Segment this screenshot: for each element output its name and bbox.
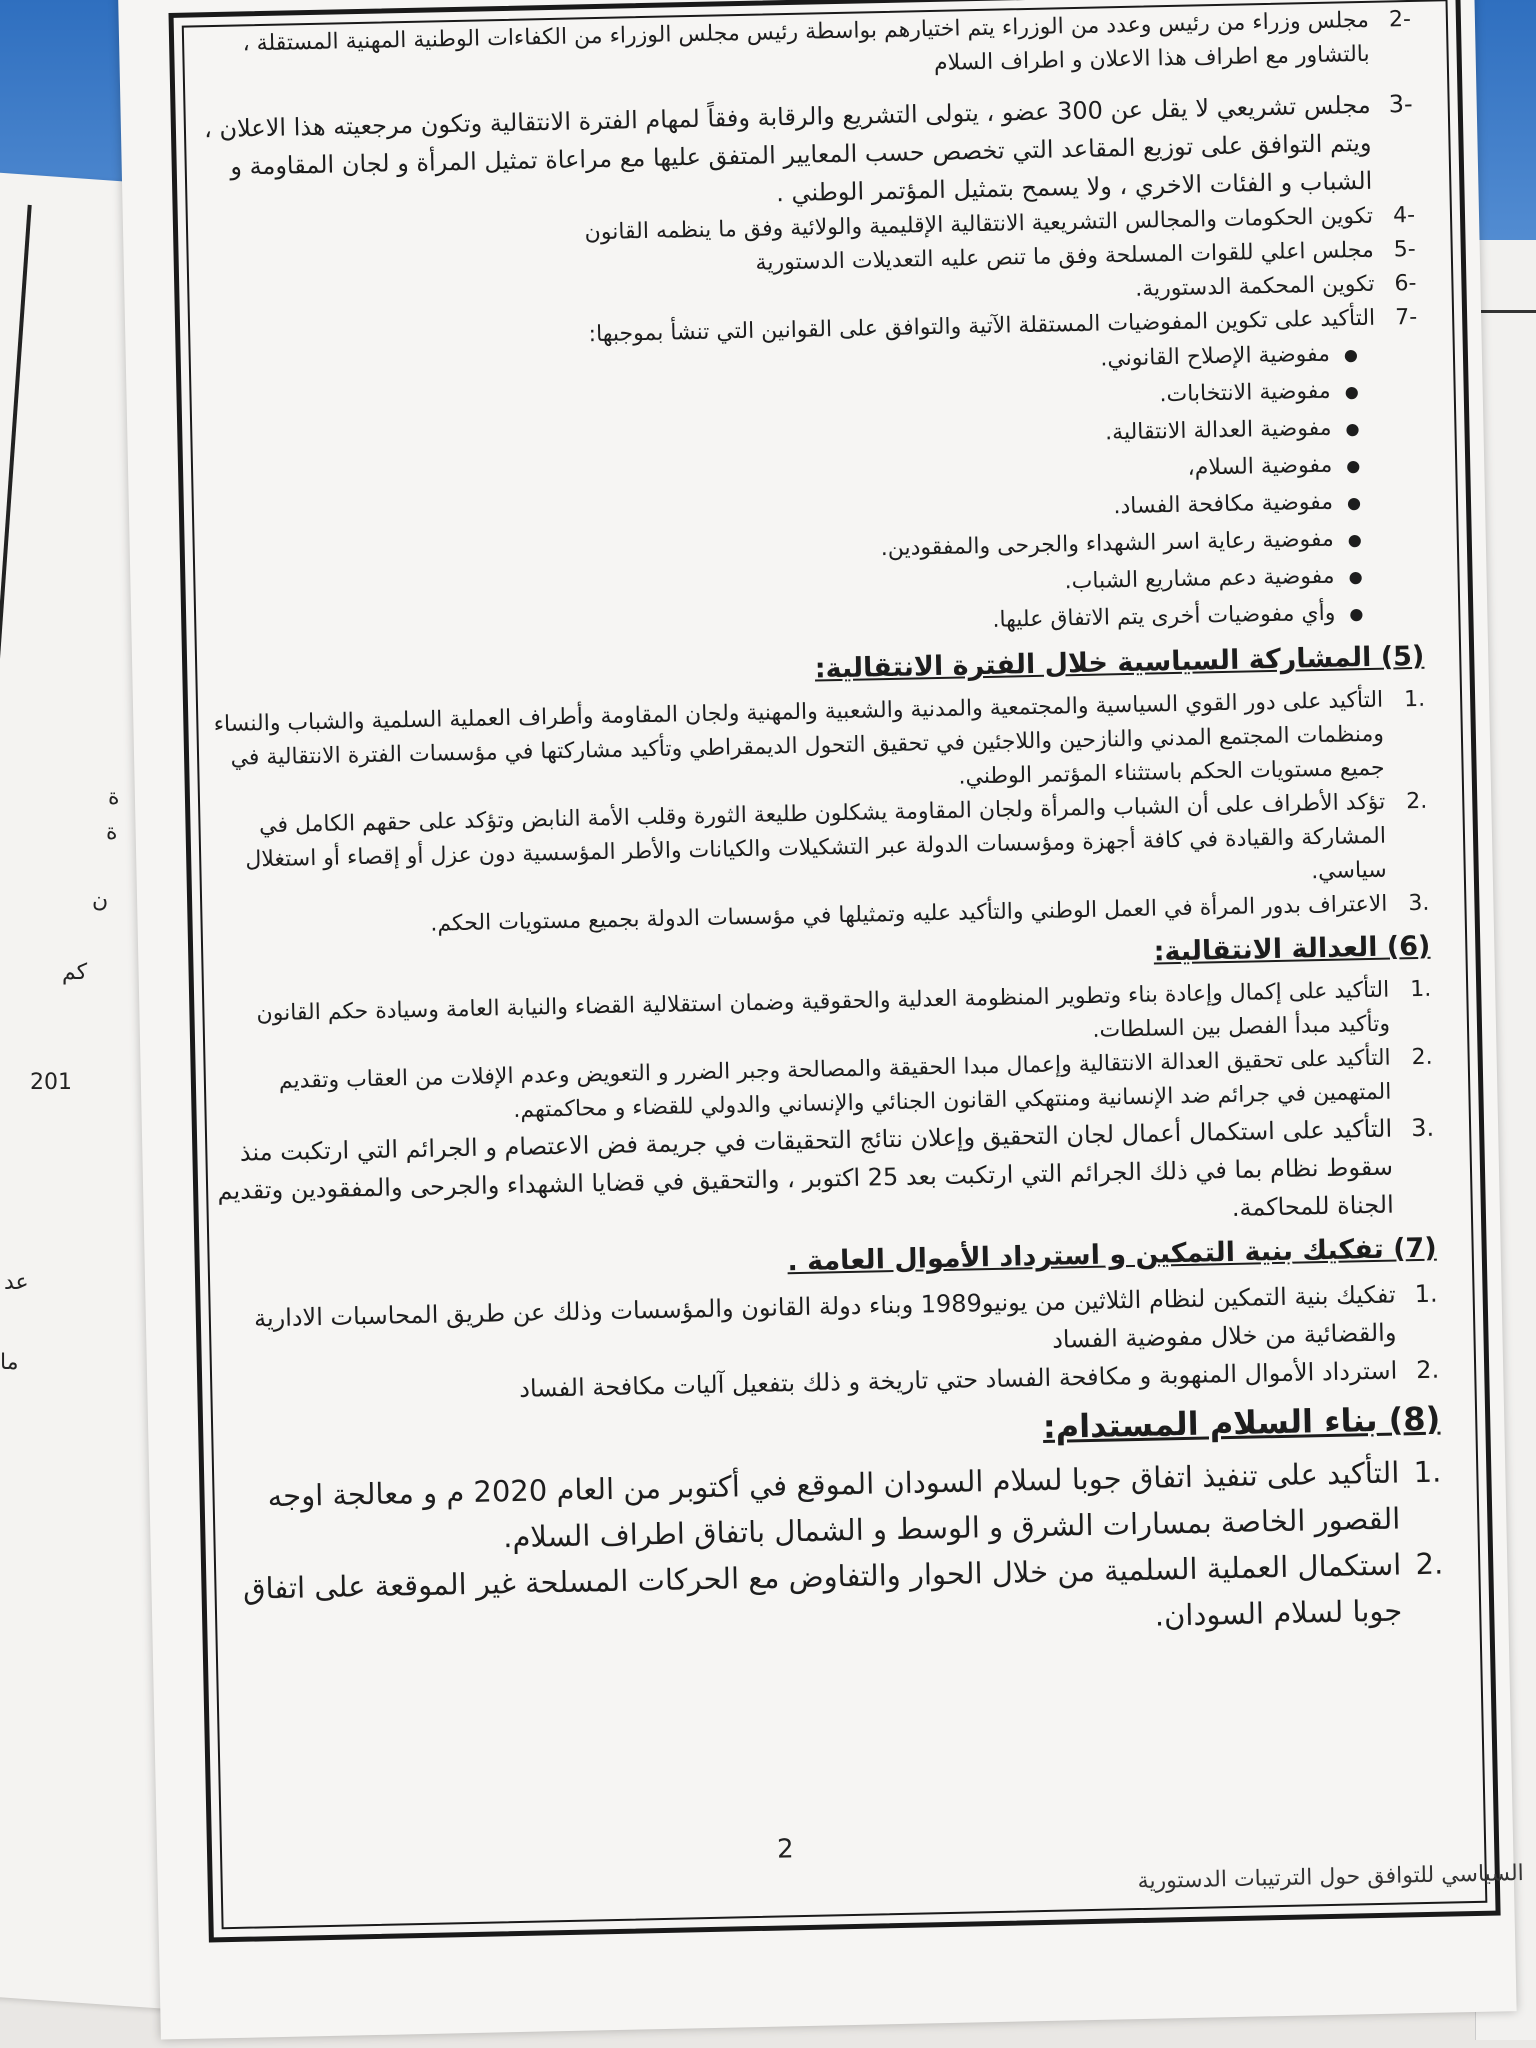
list-item: .3 الاعتراف بدور المرأة في العمل الوطني والتأكيد عليه وتمثيلها في مؤسسات الدولة بجميع مستويات الحكم. (430, 890, 1430, 937)
page-footer: السياسي للتوافق حول الترتيبات الدستورية (1137, 1860, 1525, 1895)
list-item: .2 استرداد الأموال المنهوبة و مكافحة الفساد حتي تاريخة و ذلك بتفعيل آليات مكافحة الفساد (518, 1355, 1440, 1403)
back-fragment: ة (106, 820, 118, 845)
list-item: .1 التأكيد على دور القوي السياسية والمجتمعية والمدنية والشعبية والمهنية ولجان المقاومة وأطراف العملية السلمية والشباب والنساء ومنظمات المجتمع المدني والنازحين واللاجئين في تحقيق التحول الديمقراطي وتأكيد مشاركتها في مؤسسات الفترة الانتقالية في جميع مستويات الحكم باستثناء المؤتمر الوطني. (213, 686, 1426, 790)
section-heading: (6) العدالة الانتقالية: (1153, 930, 1431, 968)
list-item: .1 تفكيك بنية التمكين لنظام الثلاثين من يونيو1989 وبناء دولة القانون والمؤسسات وذلك عن طريق المحاسبات الادارية والقضائية من خلال مفوضية الفساد (253, 1279, 1438, 1354)
list-item: -4 تكوين الحكومات والمجالس التشريعية الانتقالية الإقليمية والولائية وفق ما ينظمه القانون (584, 202, 1416, 246)
section-heading: (5) المشاركة السياسية خلال الفترة الانتقالية: (814, 640, 1425, 685)
page-number: 2 (776, 1834, 794, 1865)
list-item: -3 مجلس تشريعي لا يقل عن 300 عضو ، يتولى التشريع والرقابة وفقاً لمهام الفترة الانتقالية وتكون مرجعيته هذا الاعلان ، ويتم التوافق على توزيع المقاعد التي تخصص حسب المعايير المتفق عليها مع مراعاة تمثيل المرأة و لجان المقاومة و الشباب و الفئات الاخري ، ولا يسمح بتمثيل المؤتمر الوطني . (203, 89, 1413, 208)
commissions-list (196, 336, 1364, 656)
list-item: .2 استكمال العملية السلمية من خلال الحوار والتفاوض مع الحركات المسلحة غير الموقعة على اتفاق جوبا لسلام السودان. (242, 1546, 1444, 1633)
commission-item: ● مفوضية رعاية اسر الشهداء والجرحى والمفقودين. (200, 521, 1363, 582)
list-item: -5 مجلس اعلي للقوات المسلحة وفق ما تنص عليه التعديلات الدستورية (755, 236, 1416, 276)
list-item: .3 التأكيد على استكمال أعمال لجان التحقيق وإعلان نتائج التحقيقات في جريمة فض الاعتصام و الجرائم التي ارتكبت منذ سقوط نظام بما في ذلك الجرائم التي ارتكبت بعد 25 اكتوبر ، والتحقيق في قضايا الشهداء والجرحى والمفقودين وتقديم الجناة للمحاكمة. (217, 1113, 1435, 1222)
document-page (118, 0, 1525, 2040)
commission-item: ● مفوضية الانتخابات. (197, 373, 1360, 434)
section-heading: (7) تفكيك بنية التمكين و استرداد الأموال العامة . (787, 1232, 1437, 1278)
list-item: -6 تكوين المحكمة الدستورية. (1134, 270, 1417, 302)
section-heading: (8) بناء السلام المستدام: (1042, 1399, 1441, 1446)
document-body (189, 3, 1445, 1658)
back-page-fragments (0, 0, 120, 2048)
commission-item: ● مفوضية دعم مشاريع الشباب. (200, 558, 1363, 619)
list-item: .2 تؤكد الأطراف على أن الشباب والمرأة ولجان المقاومة يشكلون طليعة الثورة وقلب الأمة النابض وتؤكد على حقهم الكامل في المشاركة والقيادة في كافة أجهزة ومؤسسات الدولة عبر التشكيلات والكيانات والأطر المؤسسية دون عزل أو إقصاء أو استغلال سياسي. (245, 788, 1428, 885)
list-item: .1 التأكيد على إكمال وإعادة بناء وتطوير المنظومة العدلية والحقوقية وضمان استقلالية القضاء والنيابة العامة وسيادة حكم القانون وتأكيد مبدأ الفصل بين السلطات. (256, 976, 1432, 1043)
commission-item: ● وأي مفوضيات أخرى يتم الاتفاق عليها. (201, 595, 1364, 656)
list-item: .1 التأكيد على تنفيذ اتفاق جوبا لسلام السودان الموقع في أكتوبر من العام 2020 م و معالجة اوجه القصور الخاصة بمسارات الشرق و الوسط و الشمال باتفاق اطراف السلام. (267, 1454, 1442, 1555)
back-fragment: ما (0, 1350, 19, 1375)
back-fragment: ة (108, 785, 120, 810)
commission-item: ● مفوضية السلام، (198, 447, 1361, 508)
back-fragment: 201 (30, 1070, 72, 1095)
commission-item: ● مفوضية العدالة الانتقالية. (197, 410, 1360, 471)
list-item: .2 التأكيد على تحقيق العدالة الانتقالية وإعمال مبدا الحقيقة والمصالحة وجبر الضرر و التعويض وعدم الإفلات من العقاب وتقديم المتهمين في جرائم ضد الإنسانية ومنتهكي القانون الجنائي والإنساني والدولي للقضاء و محاكمتهم. (278, 1044, 1433, 1123)
back-fragment: عد (4, 1270, 29, 1295)
commission-item: ● مفوضية الإصلاح القانوني. (196, 336, 1359, 397)
commission-item: ● مفوضية مكافحة الفساد. (199, 484, 1362, 545)
list-item: -2 مجلس وزراء من رئيس وعدد من الوزراء يتم اختيارهم بواسطة رئيس مجلس الوزراء من الكفاءات الوطنية المهنية المستقلة ، بالتشاور مع اطراف هذا الاعلان و اطراف السلام (242, 6, 1412, 76)
back-fragment: كم (62, 960, 88, 985)
list-item: -7 التأكيد على تكوين المفوضيات المستقلة الآتية والتوافق على القوانين التي تنشأ بموجبها: (588, 304, 1418, 348)
back-fragment: ن (92, 888, 109, 913)
